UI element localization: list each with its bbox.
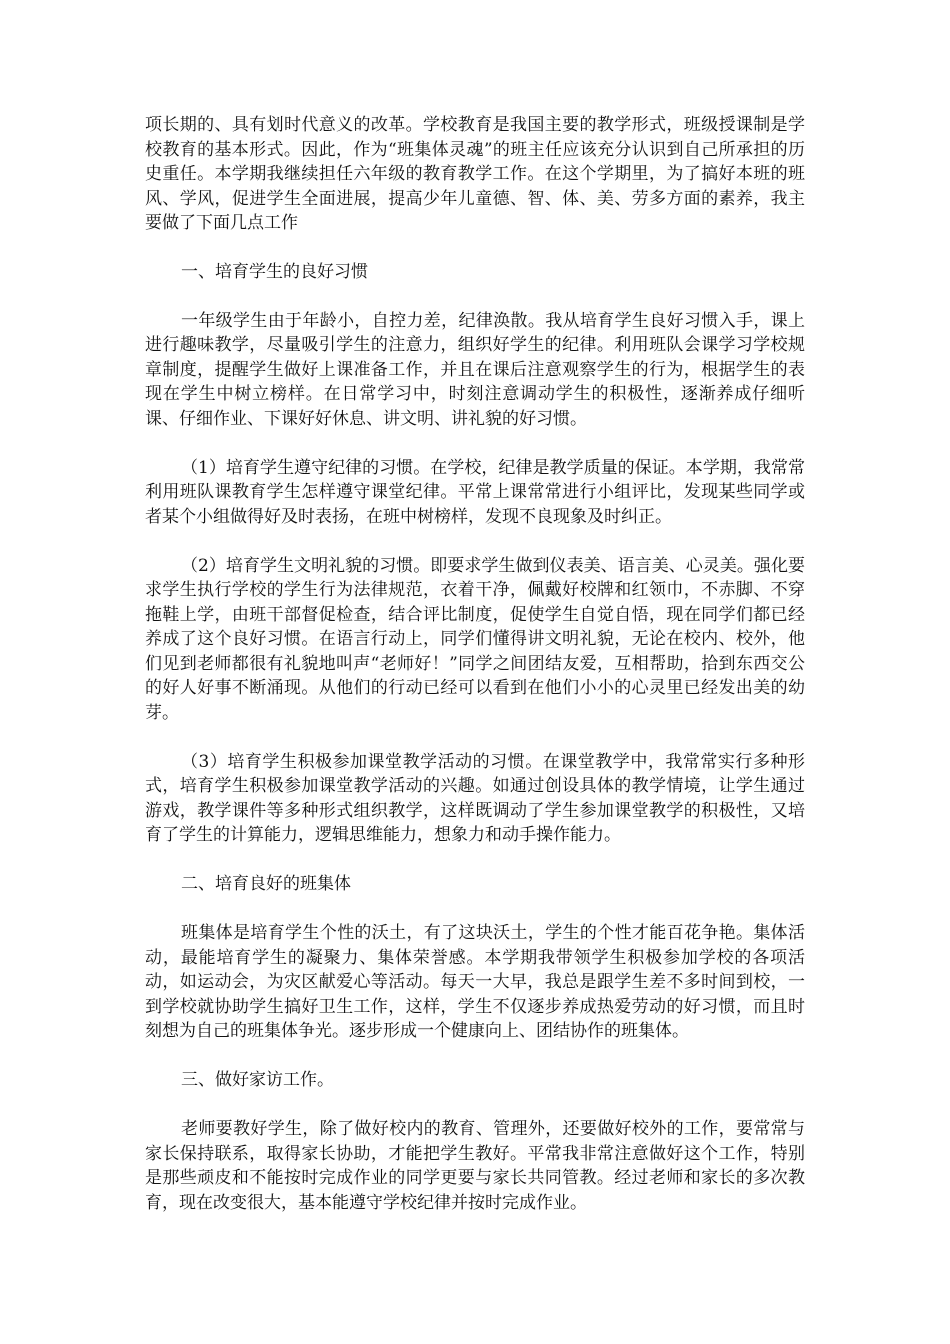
body-paragraph: 班集体是培育学生个性的沃土，有了这块沃土，学生的个性才能百花争艳。集体活动，最能培育学生的凝聚力、集体荣誉感。本学期我带领学生积极参加学校的各项活动，如运动会，为灾区献爱心等活动。每天一大早，我总是跟学生差不多时间到校，一到学校就协助学生搞好卫生工作，这样，学生不仅逐步养成热爱劳动的好习惯，而且时刻想为自己的班集体争光。逐步形成一个健康向上、团结协作的班集体。 xyxy=(145,923,805,1041)
intro-paragraph: 项长期的、具有划时代意义的改革。学校教育是我国主要的教学形式，班级授课制是学校教育的基本形式。因此，作为“班集体灵魂”的班主任应该充分认识到自己所承担的历史重任。本学期我继续担任六年级的教育教学工作。在这个学期里，为了搞好本班的班风、学风，促进学生全面进展，提高少年儿童德、智、体、美、劳多方面的素养，我主要做了下面几点工作 xyxy=(145,115,805,233)
body-paragraph: （1）培育学生遵守纪律的习惯。在学校，纪律是教学质量的保证。本学期，我常常利用班队课教育学生怎样遵守课堂纪律。平常上课常常进行小组评比，发现某些同学或者某个小组做得好及时表扬，在班中树榜样，发现不良现象及时纠正。 xyxy=(145,457,805,527)
body-paragraph: （2）培育学生文明礼貌的习惯。即要求学生做到仪表美、语言美、心灵美。强化要求学生执行学校的学生行为法律规范，衣着干净，佩戴好校牌和红领巾，不赤脚、不穿拖鞋上学，由班干部督促检查，结合评比制度，促使学生自觉自悟，现在同学们都已经养成了这个良好习惯。在语言行动上，同学们懂得讲文明礼貌，无论在校内、校外，他们见到老师都很有礼貌地叫声“老师好！”同学之间团结友爱，互相帮助，拾到东西交公的好人好事不断涌现。从他们的行动已经可以看到在他们小小的心灵里已经发出美的幼芽。 xyxy=(145,555,805,723)
body-paragraph: （3）培育学生积极参加课堂教学活动的习惯。在课堂教学中，我常常实行多种形式，培育学生积极参加课堂教学活动的兴趣。如通过创设具体的教学情境，让学生通过游戏，教学课件等多种形式组织教学，这样既调动了学生参加课堂教学的积极性，又培育了学生的计算能力，逻辑思维能力，想象力和动手操作能力。 xyxy=(145,751,805,845)
document-body xyxy=(145,113,805,1240)
body-paragraph: 老师要教好学生，除了做好校内的教育、管理外，还要做好校外的工作，要常常与家长保持联系，取得家长协助，才能把学生教好。平常我非常注意做好这个工作，特别是那些顽皮和不能按时完成作业的同学更要与家长共同管教。经过老师和家长的多次教育，现在改变很大，基本能遵守学校纪律并按时完成作业。 xyxy=(145,1119,805,1213)
body-paragraph: 一年级学生由于年龄小，自控力差，纪律涣散。我从培育学生良好习惯入手，课上进行趣味教学，尽量吸引学生的注意力，组织好学生的纪律。利用班队会课学习学校规章制度，提醒学生做好上课准备工作，并且在课后注意观察学生的行为，根据学生的表现在学生中树立榜样。在日常学习中，时刻注意调动学生的积极性，逐渐养成仔细听课、仔细作业、下课好好休息、讲文明、讲礼貌的好习惯。 xyxy=(145,310,805,429)
section-heading-1: 一、培育学生的良好习惯 xyxy=(181,261,368,282)
section-heading-3: 三、做好家访工作。 xyxy=(181,1070,334,1090)
section-heading-2: 二、培育良好的班集体 xyxy=(181,874,351,894)
